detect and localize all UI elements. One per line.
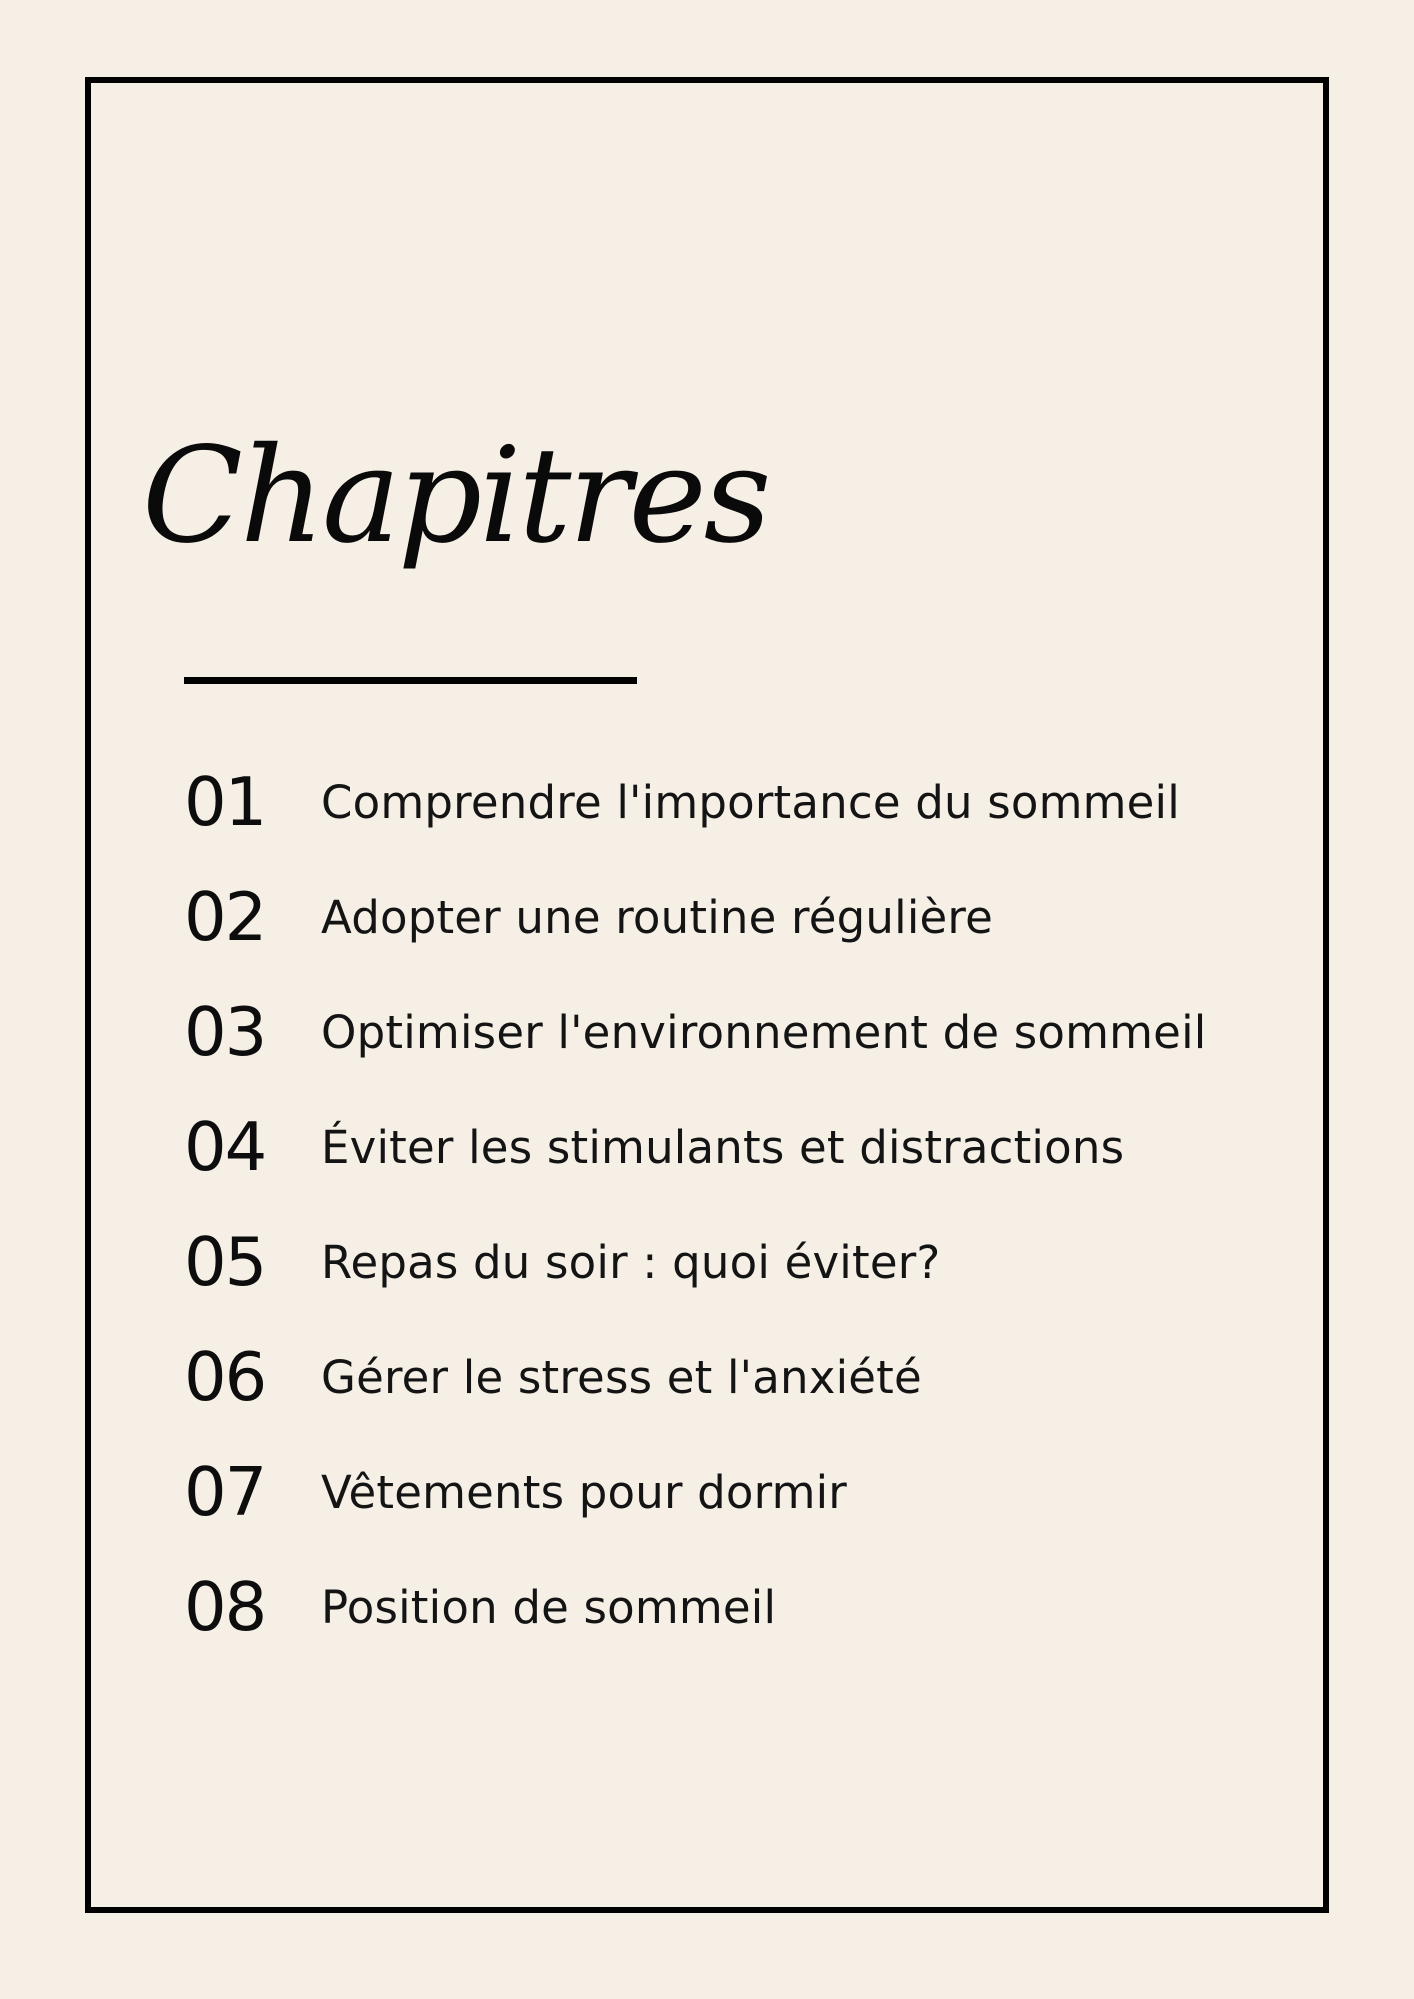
- chapter-label: Gérer le stress et l'anxiété: [321, 1351, 922, 1404]
- chapter-item-07[interactable]: [184, 1435, 1294, 1550]
- chapter-item-03[interactable]: [184, 975, 1294, 1090]
- chapter-number: 02: [184, 878, 266, 956]
- chapter-label: Position de sommeil: [321, 1581, 777, 1634]
- chapter-number: 07: [184, 1453, 266, 1531]
- chapter-item-04[interactable]: [184, 1090, 1294, 1205]
- chapter-number: 01: [184, 763, 266, 841]
- chapter-item-02[interactable]: [184, 860, 1294, 975]
- title-underline: [184, 677, 637, 684]
- chapter-label: Repas du soir : quoi éviter?: [321, 1236, 941, 1289]
- chapter-number: 06: [184, 1338, 266, 1416]
- chapter-label: Optimiser l'environnement de sommeil: [321, 1006, 1207, 1059]
- chapter-label: Adopter une routine régulière: [321, 891, 994, 944]
- chapter-item-01[interactable]: [184, 745, 1294, 860]
- page-title: Chapitres: [142, 419, 769, 573]
- chapter-number: 05: [184, 1223, 266, 1301]
- chapter-label: Éviter les stimulants et distractions: [321, 1121, 1125, 1174]
- chapter-item-06[interactable]: [184, 1320, 1294, 1435]
- chapter-label: Comprendre l'importance du sommeil: [321, 776, 1180, 829]
- chapter-number: 08: [184, 1568, 266, 1646]
- chapter-item-08[interactable]: [184, 1550, 1294, 1665]
- chapter-item-05[interactable]: [184, 1205, 1294, 1320]
- chapter-label: Vêtements pour dormir: [321, 1466, 848, 1519]
- chapter-number: 03: [184, 993, 266, 1071]
- table-of-contents: [184, 745, 1294, 1665]
- chapter-number: 04: [184, 1108, 266, 1186]
